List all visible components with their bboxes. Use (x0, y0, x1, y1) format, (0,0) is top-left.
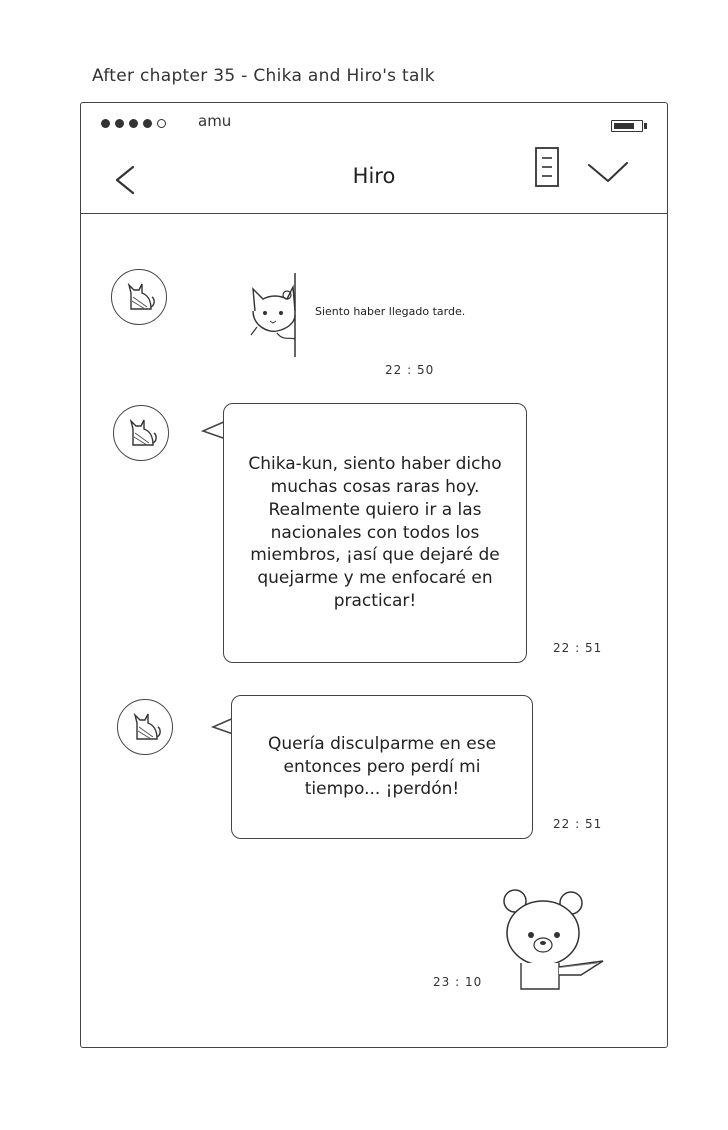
message-time: 22 : 51 (553, 817, 603, 831)
cat-avatar-icon (123, 415, 159, 451)
battery-icon (611, 120, 643, 132)
message-text: Siento haber llegado tarde. (315, 305, 466, 318)
page-caption: After chapter 35 - Chika and Hiro's talk (92, 66, 435, 86)
chevron-down-icon[interactable] (587, 159, 629, 185)
status-bar (81, 103, 667, 143)
cat-avatar-icon (127, 709, 163, 745)
avatar[interactable] (113, 405, 169, 461)
battery-fill (614, 123, 634, 129)
avatar[interactable] (117, 699, 173, 755)
message-text: Chika-kun, siento haber dicho muchas cosas raras hoy. Realmente quiero ir a las nacionales con todos los miembros, ¡así que dejaré de quejarme y me enfocaré en practicar! (248, 453, 502, 612)
message-time: 23 : 10 (433, 975, 483, 989)
chat-title: Hiro (352, 164, 396, 188)
message-time: 22 : 51 (553, 641, 603, 655)
chat-header (81, 143, 667, 214)
phone-frame (80, 102, 668, 1048)
avatar[interactable] (111, 269, 167, 325)
cat-peek-sticker (247, 271, 309, 359)
bear-cape-sticker (493, 883, 605, 995)
message-bubble (231, 695, 533, 839)
message-bubble (223, 403, 527, 663)
menu-list-icon[interactable] (533, 145, 563, 189)
signal-icon (101, 119, 166, 128)
carrier-name: amu (198, 112, 232, 130)
cat-avatar-icon (121, 279, 157, 315)
message-text: Quería disculparme en ese entonces pero perdí mi tiempo... ¡perdón! (267, 733, 497, 800)
message-time: 22 : 50 (385, 363, 435, 377)
